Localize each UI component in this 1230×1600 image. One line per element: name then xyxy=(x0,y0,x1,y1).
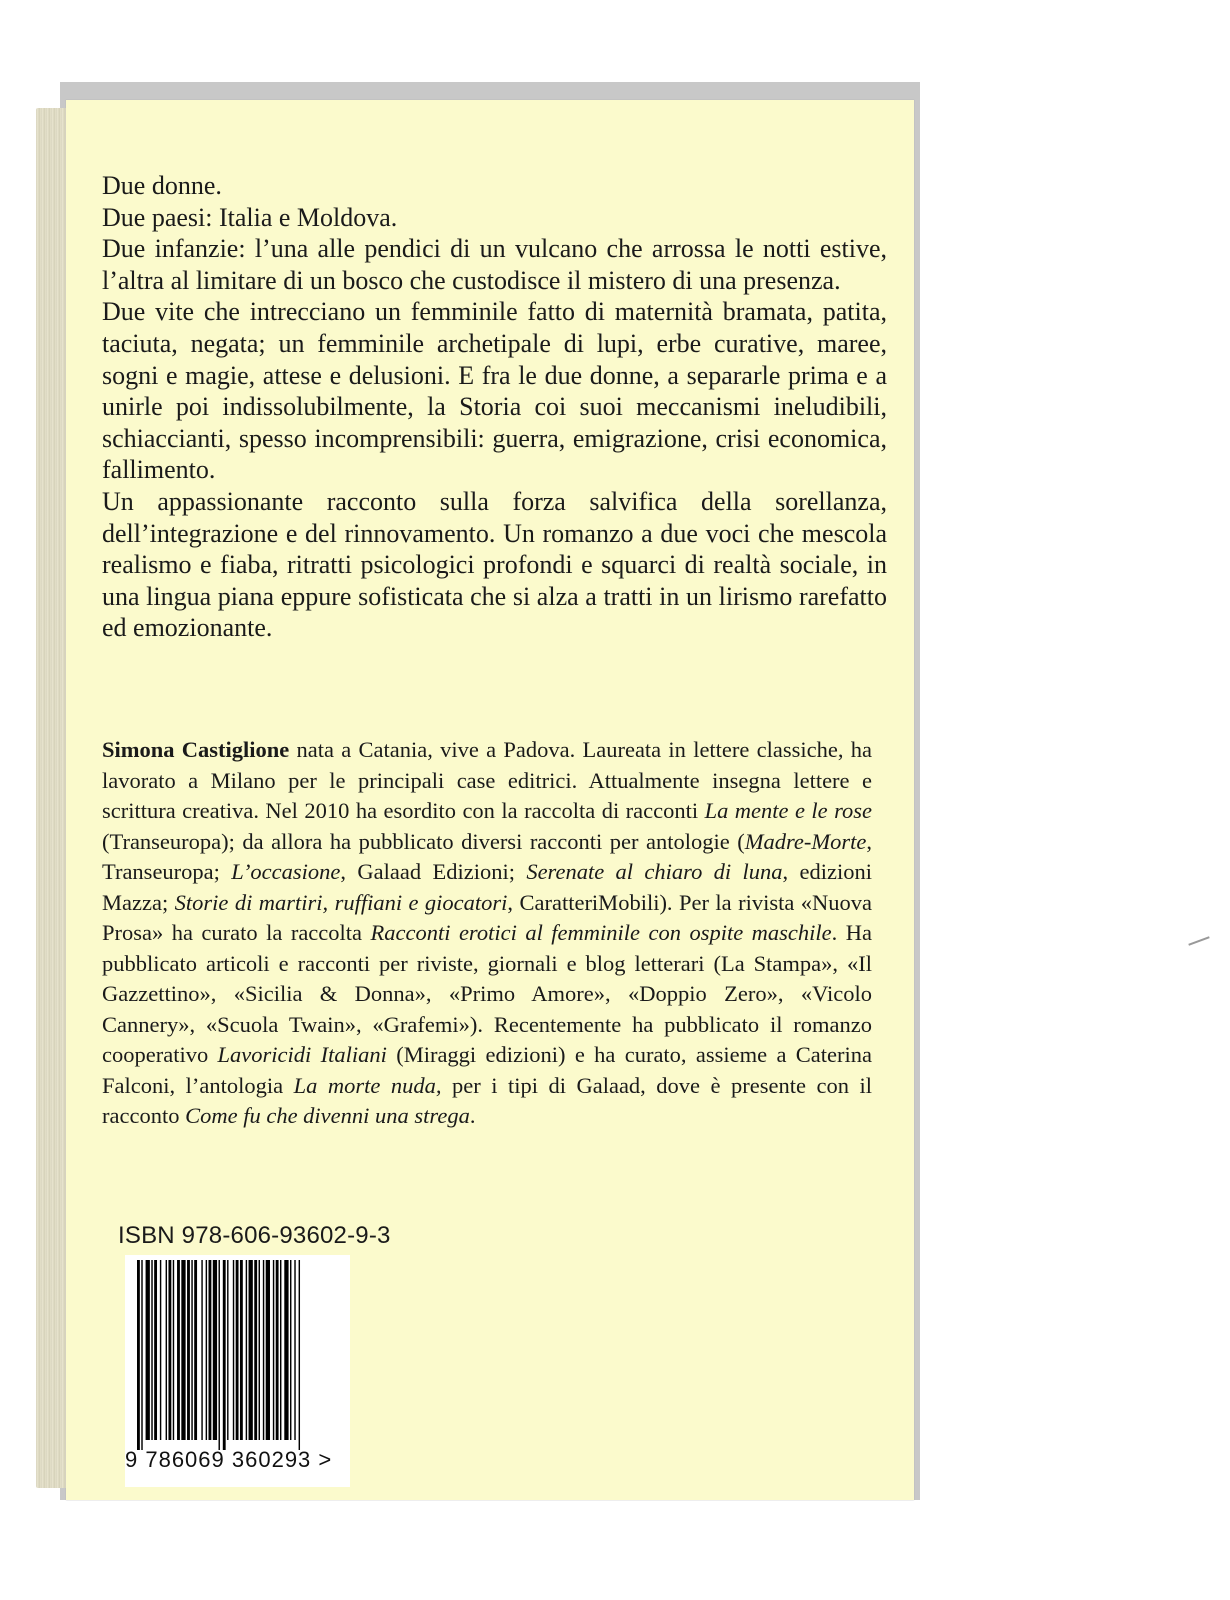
bio-text: , CaratteriMobili). Per la rivista «Nuova Prosa» ha curato la raccolta xyxy=(102,889,872,945)
blurb-line-2: Due paesi: Italia e Moldova. xyxy=(102,202,398,232)
blurb-paragraph-4: Due vite che intrecciano un femminile fatto di maternità bramata, patita, taciuta, negata; un femminile archetipale di lupi, erbe curative, maree, sogni e magie, attese e delusioni. E fra le due donne, a separarle prima e a unirle poi indissolubilmente, la Storia coi suoi meccanismi ineludibili, schiaccianti, spesso incomprensibili: guerra, emigrazione, crisi economica, fallimento. xyxy=(102,297,887,485)
barcode-bar xyxy=(254,1260,257,1440)
bio-text: , edizioni Mazza; xyxy=(102,859,873,915)
barcode-bar xyxy=(240,1260,243,1440)
bio-text: per i tipi di Galaad, dove è presente con il racconto xyxy=(102,1072,872,1128)
barcode xyxy=(125,1255,350,1487)
barcode-bar xyxy=(227,1260,228,1440)
bio-title: La morte nuda, xyxy=(293,1072,442,1098)
bio-title: Storie di martiri, ruffiani e giocatori xyxy=(174,889,508,915)
author-name: Simona Castiglione xyxy=(102,737,290,762)
author-bio xyxy=(102,735,872,1132)
barcode-bar xyxy=(294,1260,295,1440)
barcode-bar xyxy=(191,1260,192,1440)
barcode-bar xyxy=(166,1260,167,1440)
barcode-bar xyxy=(187,1260,190,1440)
barcode-bar xyxy=(246,1260,247,1440)
barcode-bar xyxy=(201,1260,202,1440)
bio-title: Serenate al chiaro di luna xyxy=(526,859,783,884)
barcode-bar xyxy=(263,1260,264,1440)
barcode-bar xyxy=(137,1260,140,1450)
barcode-bar xyxy=(181,1260,185,1440)
barcode-bar xyxy=(249,1260,253,1440)
barcode-bar xyxy=(168,1260,171,1440)
barcode-bar xyxy=(266,1260,270,1440)
scan-mark xyxy=(1188,936,1209,945)
barcode-digits: 9 786069 360293 > xyxy=(125,1447,333,1472)
bio-title: La mente e le rose xyxy=(704,798,873,823)
bio-text: nata a Catania, vive a Padova. Laureata in lettere classiche, ha lavorato a Milano per le principali case editrici. Attualmente insegna lettere e scrittura creativa. Nel 2010 ha esordito con la raccolta di racconti xyxy=(102,737,872,823)
blurb-text xyxy=(102,170,887,644)
barcode-bar xyxy=(233,1260,234,1440)
blurb-paragraph-5: Un appassionante racconto sulla forza salvifica della sorellanza, dell’integrazione e del rinnovamento. Un romanzo a due voci che mescola realismo e fiaba, ritratti psicologici profondi e squarci di realtà sociale, in una lingua piana eppure sofisticata che si alza a tratti in un lirismo rarefatto ed emozionante. xyxy=(102,486,887,643)
blurb-paragraph-3: Due infanzie: l’una alle pendici di un vulcano che arrossa le notti estive, l’altra al limitare di un bosco che custodisce il mistero di una presenza. xyxy=(102,234,887,295)
barcode-bar xyxy=(290,1260,291,1440)
barcode-bar xyxy=(280,1260,281,1440)
isbn-label: ISBN 978-606-93602-9-3 xyxy=(118,1222,391,1249)
bio-title: Madre-Morte xyxy=(744,828,867,854)
barcode-bar xyxy=(173,1260,174,1440)
bio-title: Lavoricidi Italiani xyxy=(217,1042,387,1067)
barcode-bar xyxy=(141,1260,142,1450)
barcode-bar xyxy=(177,1260,180,1440)
barcode-bar xyxy=(151,1260,152,1440)
barcode-bar xyxy=(276,1260,279,1440)
bio-text: (Transeuropa); da allora ha pubblicato diversi racconti per antologie ( xyxy=(102,828,745,854)
barcode-bar xyxy=(219,1260,220,1450)
barcode-bar xyxy=(206,1260,207,1440)
author-bio-paragraph xyxy=(102,735,872,1132)
barcode-bar xyxy=(273,1260,274,1440)
barcode-bar xyxy=(299,1260,300,1450)
bio-text: , Galaad Edizioni; xyxy=(340,859,527,884)
barcode-bar xyxy=(259,1260,260,1440)
barcode-bars xyxy=(135,1260,340,1450)
blurb-line-1: Due donne. xyxy=(102,171,222,200)
barcode-bar xyxy=(146,1260,150,1440)
bio-text: . xyxy=(469,1103,476,1128)
bio-title: Racconti erotici al femminile con ospite maschile xyxy=(370,920,832,945)
barcode-bar xyxy=(194,1260,197,1440)
bio-text: (Miraggi edizioni) e ha curato, assieme a Caterina Falconi, l’antologia xyxy=(102,1042,872,1098)
barcode-bar xyxy=(223,1260,226,1450)
bio-text: , Transeuropa; xyxy=(102,828,872,884)
barcode-bar xyxy=(213,1260,217,1440)
barcode-bar xyxy=(284,1260,288,1440)
bio-title: Come fu che divenni una strega xyxy=(185,1103,470,1128)
barcode-bar xyxy=(154,1260,157,1440)
bio-text: . Ha pubblicato articoli e racconti per riviste, giornali e blog letterari (La Stampa», «Il Gazzettino», «Sicilia & Donna», «Primo Amore», «Doppio Zero», «Vicolo Cannery», «Scuola Twain», «Grafemi»). Recentemente ha pubblicato il romanzo cooperativo xyxy=(102,920,872,1067)
barcode-bar xyxy=(160,1260,161,1440)
bio-title: L’occasione xyxy=(231,859,341,884)
barcode-bar xyxy=(209,1260,212,1440)
barcode-bar xyxy=(236,1260,239,1440)
